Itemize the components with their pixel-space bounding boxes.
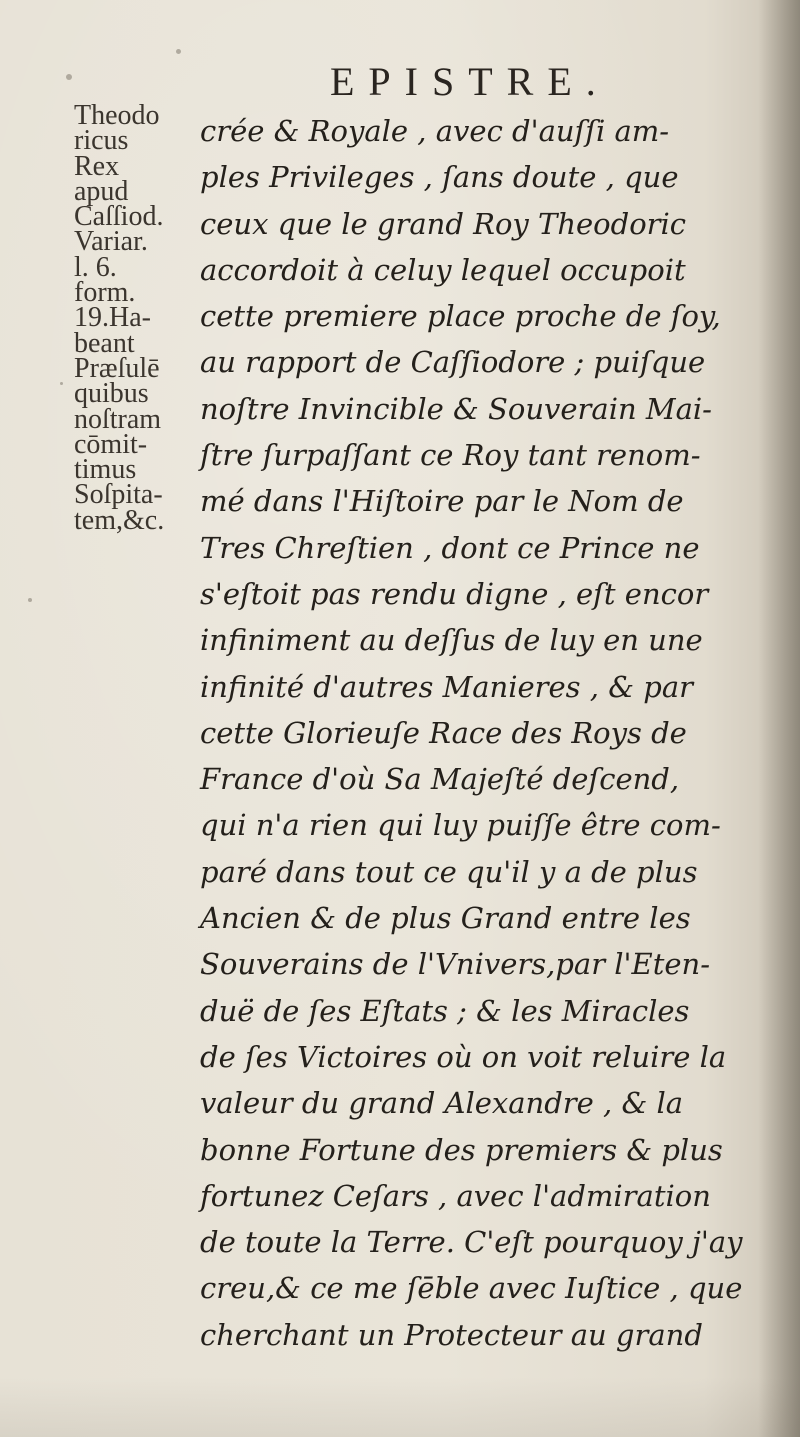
margin-note-line: Rex	[74, 150, 120, 182]
text-line: noſtre Invincible & Souverain Mai-	[200, 391, 712, 426]
text-line: cherchant un Protecteur au grand	[200, 1317, 703, 1352]
margin-note-line: apud	[74, 175, 129, 207]
text-line: cette premiere place proche de ſoy,	[200, 299, 721, 334]
text-line: Ancien & de plus Grand entre les	[200, 901, 691, 936]
page-gutter-shadow	[758, 0, 800, 1437]
running-title: EPISTRE.	[330, 59, 610, 104]
text-line: ſtre ſurpaſſant ce Roy tant renom-	[200, 438, 701, 473]
text-line: au rapport de Caſſiodore ; puiſque	[200, 345, 706, 380]
margin-note-line: cōmit-	[74, 428, 148, 460]
text-line: infinité d'autres Manieres , & par	[200, 669, 693, 704]
margin-note-line: Præſulē	[74, 352, 160, 384]
text-line: s'eſtoit pas rendu digne , eſt encor	[200, 576, 709, 611]
text-line: infiniment au deſſus de luy en une	[200, 623, 703, 658]
text-line: cette Glorieuſe Race des Roys de	[200, 715, 687, 750]
text-line: Souverains de l'Vnivers,par l'Eten-	[200, 947, 710, 982]
text-line: de toute la Terre. C'eſt pourquoy j'ay	[200, 1225, 743, 1260]
margin-note	[74, 100, 198, 536]
text-line: duë de ſes Eſtats ; & les Miracles	[200, 993, 690, 1028]
text-line: de ſes Victoires où on voit reluire la	[200, 1039, 727, 1074]
text-line: paré dans tout ce qu'il y a de plus	[200, 854, 698, 889]
page-bottom-edge	[0, 1377, 800, 1437]
paper-fleck	[60, 382, 63, 385]
margin-note-line: 19.Ha-	[74, 302, 151, 334]
margin-note-line: l. 6.	[74, 251, 117, 283]
text-line: ples Privileges , ſans doute , que	[200, 160, 679, 195]
margin-note-line: timus	[74, 454, 137, 486]
text-line: valeur du grand Alexandre , & la	[200, 1086, 684, 1121]
text-line: qui n'a rien qui luy puiſſe être com-	[200, 808, 721, 843]
paper-fleck	[66, 74, 72, 80]
margin-note-line: beant	[74, 327, 135, 359]
text-line: creu,& ce me ſēble avec Iuſtice , que	[200, 1271, 743, 1306]
text-line: bonne Fortune des premiers & plus	[200, 1132, 723, 1167]
paper-fleck	[176, 49, 181, 54]
text-line: mé dans l'Hiſtoire par le Nom de	[200, 484, 684, 519]
margin-note-line: Caſſiod.	[74, 201, 164, 233]
paper-fleck	[28, 598, 32, 602]
text-line: Tres Chreſtien , dont ce Prince ne	[200, 530, 700, 565]
text-line: crée & Royale , avec d'auſſi am-	[200, 114, 670, 148]
margin-note-line: form.	[74, 277, 136, 309]
text-line: ceux que le grand Roy Theodoric	[200, 206, 687, 241]
body-text	[200, 108, 760, 1358]
margin-note-line: quibus	[74, 378, 149, 410]
margin-note-line: ricus	[74, 125, 129, 157]
text-line: France d'où Sa Majeſté deſcend,	[200, 762, 680, 797]
margin-note-line: Soſpita-	[74, 479, 163, 511]
margin-note-line: Theodo	[74, 100, 160, 131]
margin-note-line: noſtram	[74, 403, 162, 435]
text-line: fortunez Ceſars , avec l'admiration	[200, 1178, 711, 1213]
text-line: accordoit à celuy lequel occupoit	[200, 252, 686, 287]
margin-note-line: tem,&c.	[74, 504, 165, 536]
margin-note-line: Variar.	[74, 226, 148, 258]
